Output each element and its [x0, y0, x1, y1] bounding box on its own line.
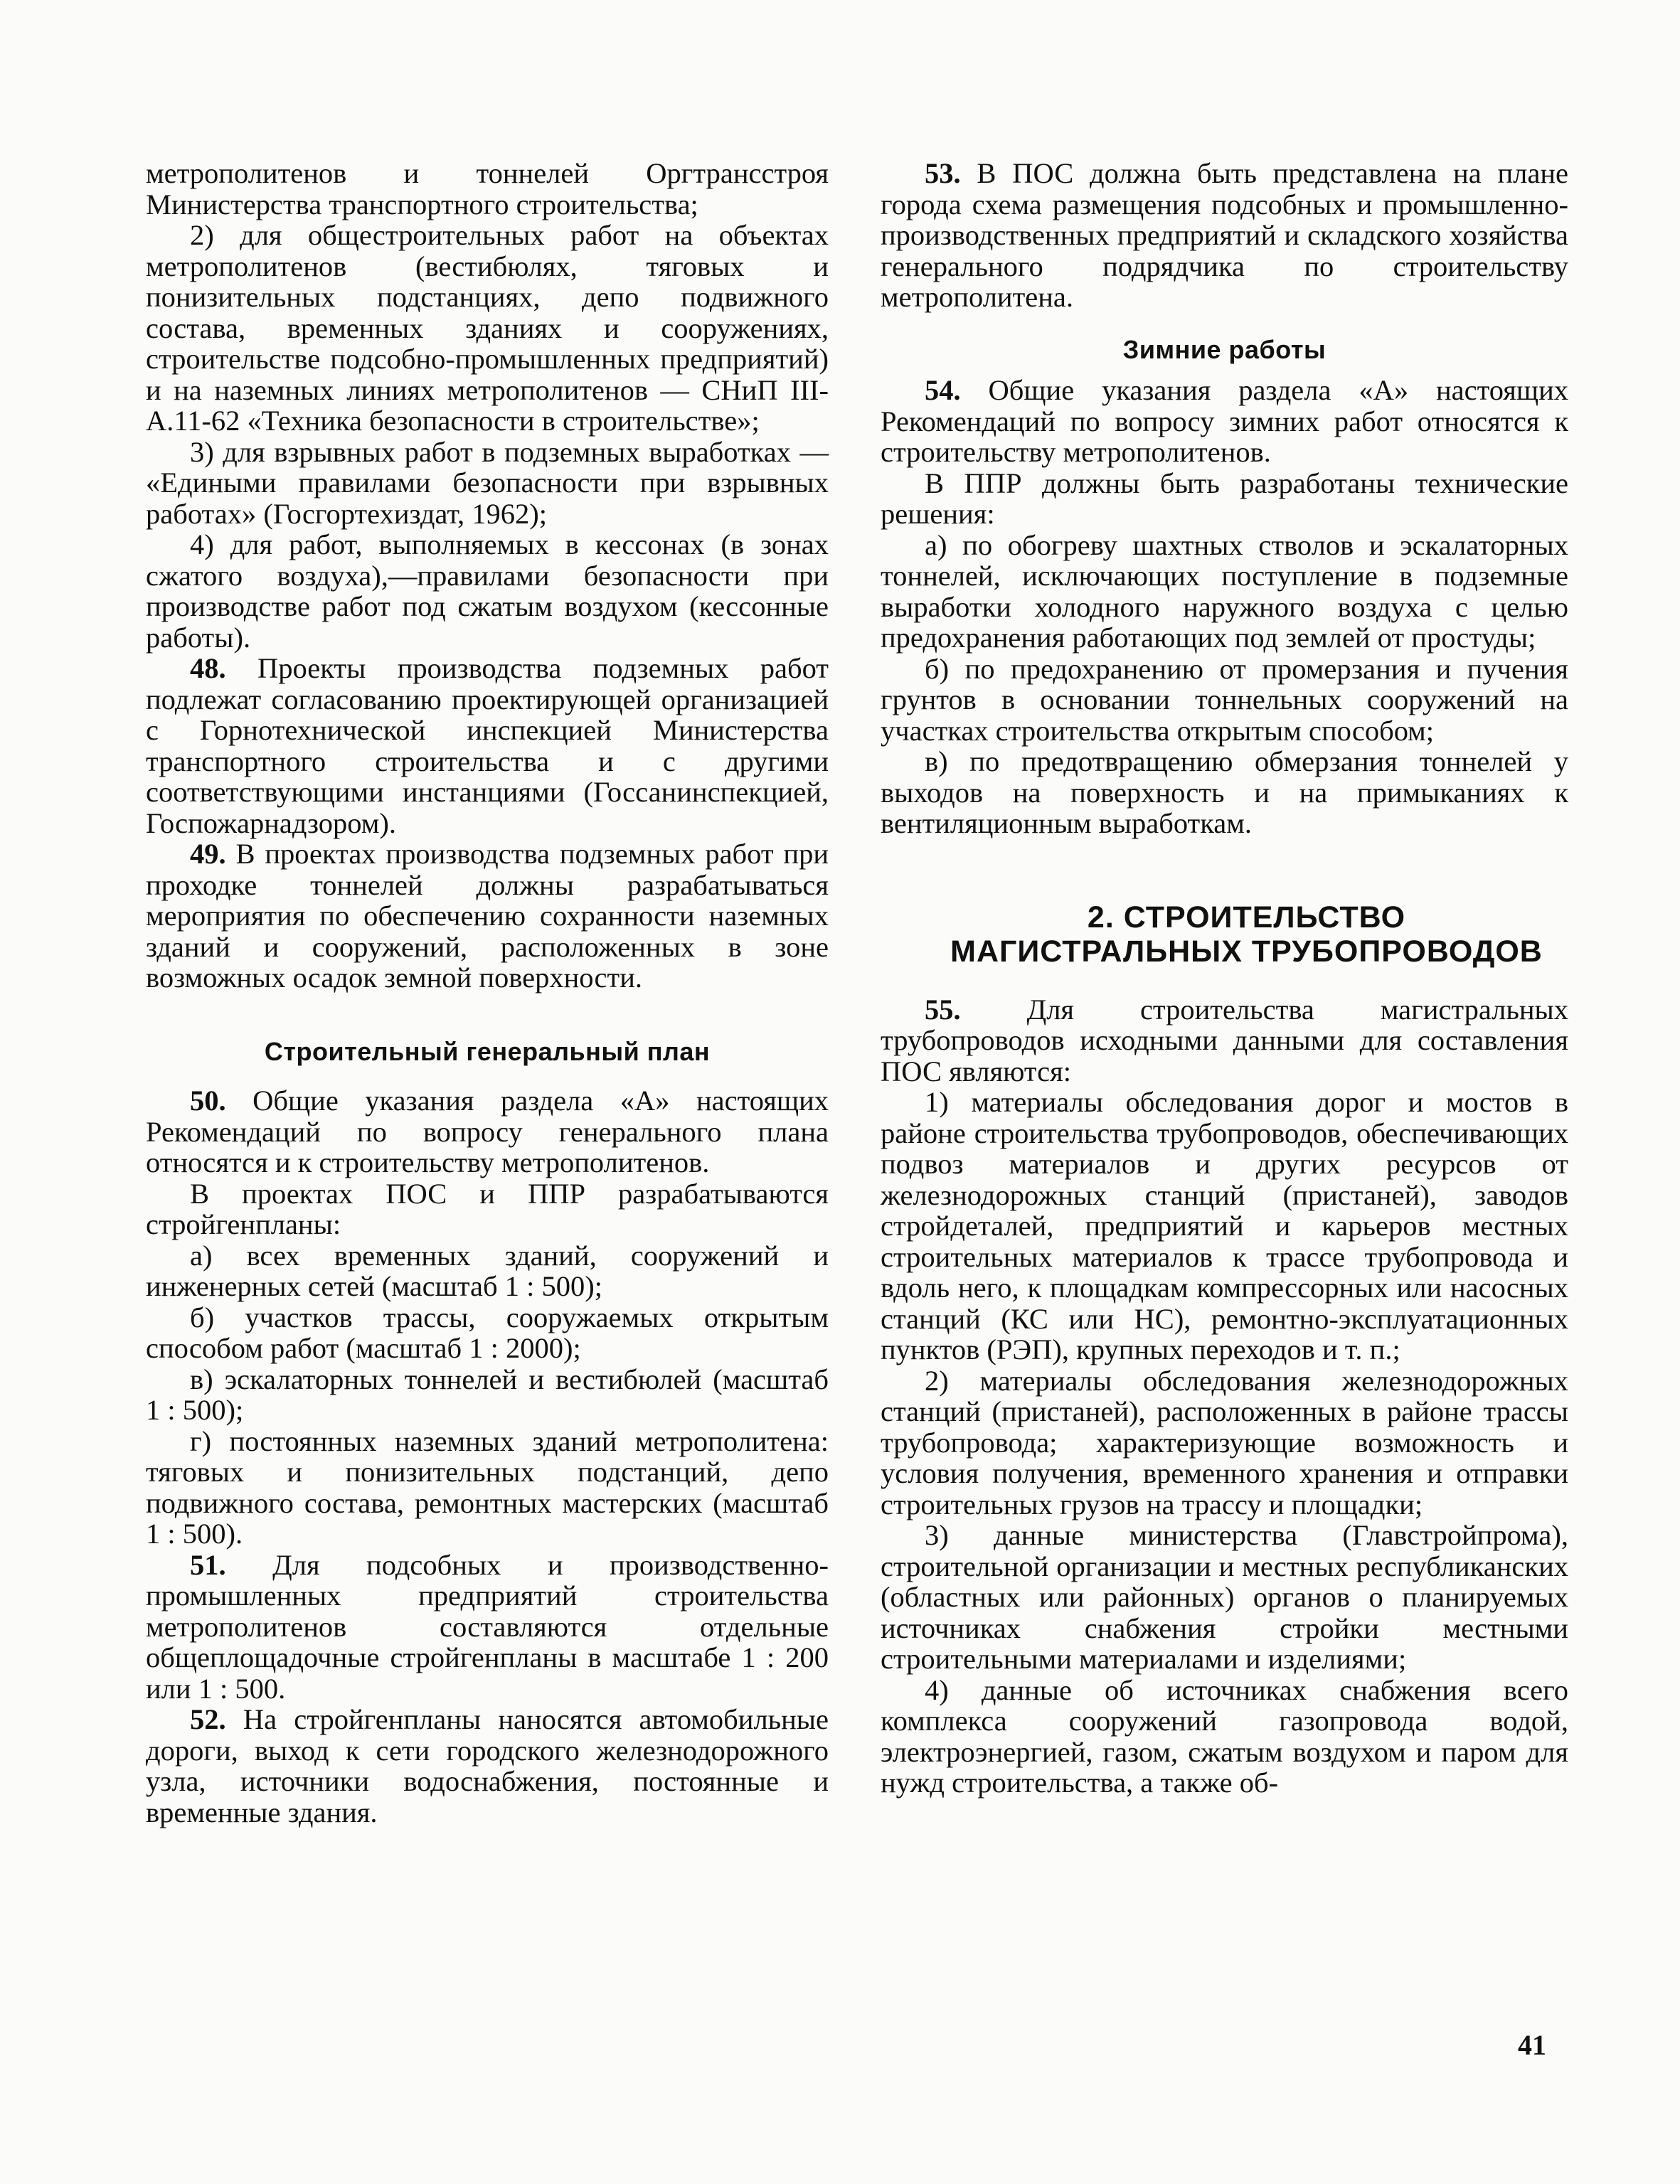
- paragraph-53-text: В ПОС должна быть представлена на плане города схема размещения подсобных и промышленно-производственных предприятий и складского хозяйства генерального подрядчика по строительству метрополитена.: [881, 157, 1569, 313]
- paragraph-item-v: в) эскалаторных тоннелей и вестибюлей (масштаб 1 : 500);: [146, 1363, 829, 1426]
- paragraph-item-a: а) по обогреву шахтных стволов и эскалаторных тоннелей, исключающих поступление в подземные выработки холодного наружного воздуха с целью предохранения работающих под землей от простуды;: [881, 528, 1568, 654]
- clause-number-51: 51.: [190, 1548, 226, 1581]
- paragraph-item-4: 4) для работ, выполняемых в кессонах (в зонах сжатого воздуха),—правилами безопасности при производстве работ под сжатым воздухом (кессонные работы).: [146, 528, 829, 654]
- paragraph-51: [146, 1550, 829, 1705]
- clause-number-50: 50.: [190, 1085, 226, 1117]
- clause-number-49: 49.: [190, 838, 226, 870]
- paragraph-52: [146, 1704, 829, 1828]
- section-heading-line-2: МАГИСТРАЛЬНЫХ ТРУБОПРОВОДОВ: [950, 934, 1543, 969]
- paragraph-item-b: б) по предохранению от промерзания и пучения грунтов в основании тоннельных сооружений на участках строительства открытым способом;: [881, 652, 1568, 747]
- paragraph-52-text: На стройгенпланы наносятся автомобильные дороги, выход к сети городского железнодорожного узла, источники водоснабжения, постоянные и временные здания.: [146, 1703, 829, 1828]
- clause-number-54: 54.: [925, 374, 961, 406]
- paragraph-50b: В проектах ПОС и ППР разрабатываются стройгенпланы:: [146, 1177, 829, 1240]
- paragraph-item-b: б) участков трассы, сооружаемых открытым способом работ (масштаб 1 : 2000);: [146, 1301, 829, 1364]
- clause-number-53: 53.: [925, 157, 961, 189]
- paragraph-51-text: Для подсобных и производственно-промышленных предприятий строительства метрополитенов составляются отдельные общеплощадочные стройгенпланы в масштабе 1 : 200 или 1 : 500.: [146, 1548, 829, 1705]
- paragraph-50-text: Общие указания раздела «А» настоящих Рекомендаций по вопросу генерального плана относятся и к строительству метрополитенов.: [146, 1085, 829, 1178]
- right-column: [881, 158, 1568, 1799]
- paragraph-50: [146, 1085, 829, 1178]
- paragraph-item-3: 3) для взрывных работ в подземных выработках — «Едиными правилами безопасности при взрывных работах» (Госгортехиздат, 1962);: [146, 435, 829, 530]
- paragraph-item-a: а) всех временных зданий, сооружений и инженерных сетей (масштаб 1 : 500);: [146, 1239, 829, 1302]
- paragraph-55-text: Для строительства магистральных трубопроводов исходными данными для составления ПОС являются:: [881, 993, 1568, 1087]
- paragraph-49: [146, 838, 829, 994]
- paragraph-54-text: Общие указания раздела «А» настоящих Рекомендаций по вопросу зимних работ относятся к строительству метрополитенов.: [881, 374, 1568, 468]
- paragraph-item-2: 2) материалы обследования железнодорожных станций (пристаней), расположенных в районе трассы трубопровода; характеризующие возможность и условия получения, временного хранения и отправки строительных грузов на трассу и площадки;: [881, 1364, 1568, 1520]
- paragraph-continuation: метрополитенов и тоннелей Оргтрансстроя Министерства транспортного строительства;: [146, 157, 829, 220]
- paragraph-54b: В ППР должны быть разработаны технические решения:: [881, 467, 1568, 530]
- left-column: [146, 158, 829, 1828]
- clause-number-52: 52.: [190, 1703, 226, 1735]
- paragraph-53: [881, 158, 1568, 313]
- paragraph-item-2: 2) для общестроительных работ на объектах метрополитенов (вестибюлях, тяговых и понизительных подстанциях, депо подвижного состава, временных зданиях и сооружениях, строительстве подсобно-промышленных предприятий) и на наземных линиях метрополитенов — СНиП III-А.11-62 «Техника безопасности в строительстве»;: [146, 219, 829, 437]
- paragraph-54: [881, 375, 1568, 468]
- subheading-general-plan: Строительный генеральный план: [264, 1036, 711, 1066]
- paragraph-item-g: г) постоянных наземных зданий метрополитена: тяговых и понизительных подстанций, депо подвижного состава, ремонтных мастерских (масштаб 1 : 500).: [146, 1424, 829, 1550]
- subheading-winter-works: Зимние работы: [1122, 334, 1327, 364]
- paragraph-55: [881, 994, 1568, 1087]
- section-heading-line-1: 2. СТРОИТЕЛЬСТВО: [1087, 900, 1406, 934]
- paragraph-48: [146, 653, 829, 838]
- paragraph-item-3: 3) данные министерства (Главстройпрома), строительной организации и местных республиканских (областных или районных) органов о планируемых источниках снабжения стройки местными строительными материалами и изделиями;: [881, 1519, 1568, 1675]
- clause-number-48: 48.: [190, 652, 226, 684]
- paragraph-item-4: 4) данные об источниках снабжения всего комплекса сооружений газопровода водой, электроэнергией, газом, сжатым воздухом и паром для нужд строительства, а также об-: [881, 1673, 1568, 1799]
- paragraph-item-v: в) по предотвращению обмерзания тоннелей у выходов на поверхность и на примыканиях к вентиляционным выработкам.: [881, 745, 1568, 839]
- page-number: 41: [1518, 2029, 1546, 2061]
- paragraph-48-text: Проекты производства подземных работ подлежат согласованию проектирующей организацией с Горнотехнической инспекцией Министерства транспортного строительства и с другими соответствующими инстанциями (Госсанинспекцией, Госпожарнадзором).: [146, 652, 829, 839]
- paragraph-item-1: 1) материалы обследования дорог и мостов в районе строительства трубопроводов, обеспечивающих подвоз материалов и других ресурсов от железнодорожных станций (пристаней), заводов стройдеталей, предприятий и карьеров местных строительных материалов к трассе трубопровода и вдоль него, к площадкам компрессорных или насосных станций (КС или НС), ремонтно-эксплуатационных пунктов (РЭП), крупных переходов и т. п.;: [881, 1086, 1568, 1365]
- paragraph-49-text: В проектах производства подземных работ при проходке тоннелей должны разрабатываться мероприятия по обеспечению сохранности наземных зданий и сооружений, расположенных в зоне возможных осадок земной поверхности.: [146, 838, 829, 994]
- clause-number-55: 55.: [925, 993, 961, 1026]
